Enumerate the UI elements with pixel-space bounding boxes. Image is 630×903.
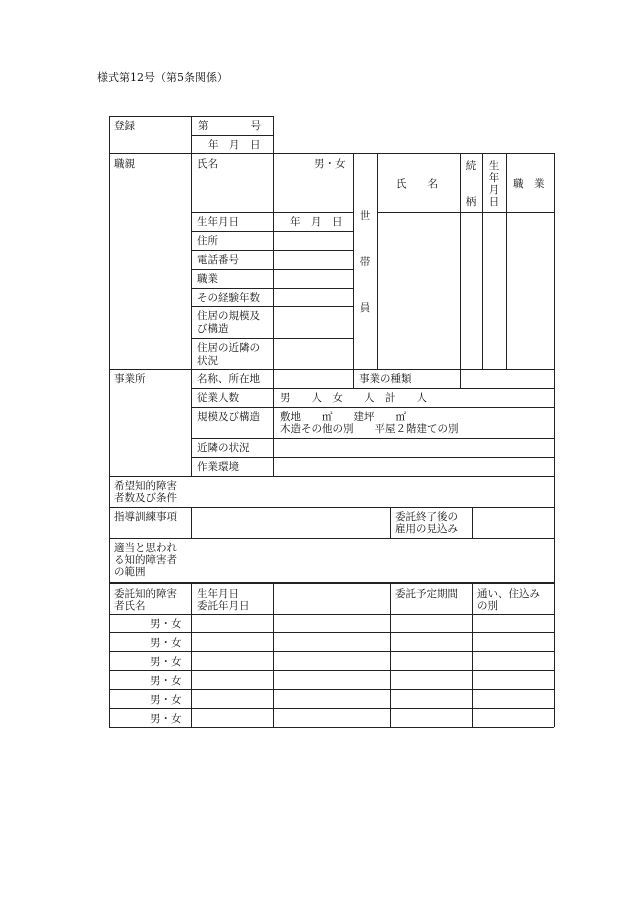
entrust-row-gender: 男・女 [150, 713, 182, 725]
entrust-birth-line1: 生年月日 [197, 588, 239, 600]
desired-line2: 者数及び条件 [114, 492, 177, 504]
parent-experience-label: その経験年数 [197, 292, 260, 304]
entrust-birth-line2: 委託年月日 [197, 600, 250, 612]
commute-line1: 通い、住込み [477, 588, 540, 600]
entrust-row-gender: 男・女 [150, 637, 182, 649]
parent-gender: 男・女 [314, 158, 346, 170]
parent-birth-value: 年 月 日 [290, 216, 343, 228]
household-label-3: 員 [359, 302, 371, 314]
household-label-1: 世 [359, 210, 371, 222]
parent-name-label: 氏名 [197, 158, 218, 170]
birth-header-4: 日 [488, 196, 500, 208]
household-label-2: 帯 [359, 256, 371, 268]
entrust-name-line2: 者氏名 [114, 600, 146, 612]
scale-line2: 木造その他の別 平屋２階建ての別 [280, 423, 459, 435]
relation-header-2: 柄 [465, 196, 477, 208]
suitable-line3: の範囲 [114, 566, 146, 578]
parent-neighborhood-line1: 住居の近隣の [197, 342, 260, 354]
parent-birth-label: 生年月日 [197, 216, 239, 228]
household-job-header: 職 業 [513, 178, 545, 190]
parent-neighborhood-line2: 状況 [197, 355, 218, 367]
desired-line1: 希望知的障害 [114, 480, 177, 492]
suitable-line1: 適当と思われ [114, 542, 177, 554]
office-name-location-label: 名称、所在地 [197, 373, 260, 385]
scale-line1: 敷地 ㎡ 建坪 ㎡ [280, 411, 406, 423]
parent-address-label: 住所 [197, 235, 218, 247]
scale-structure-label: 規模及び構造 [197, 411, 260, 423]
entrust-name-line1: 委託知的障害 [114, 588, 177, 600]
after-employment-line2: 雇用の見込み [395, 523, 458, 535]
training-label: 指導訓練事項 [114, 511, 177, 523]
employees-value: 男 人 女 人 計 人 [280, 392, 427, 404]
household-name-header: 氏 名 [396, 178, 438, 190]
birth-header-2: 年 [488, 172, 500, 184]
office-label: 事業所 [114, 373, 146, 385]
form-title: 様式第12号（第5条関係） [97, 71, 228, 84]
birth-header-3: 月 [488, 184, 500, 196]
commute-line2: の別 [477, 600, 498, 612]
registration-date: 年 月 日 [208, 139, 261, 151]
entrust-row-gender: 男・女 [150, 694, 182, 706]
employees-label: 従業人数 [197, 392, 239, 404]
birth-header-1: 生 [488, 160, 500, 172]
parent-phone-label: 電話番号 [197, 254, 239, 266]
relation-header-1: 続 [465, 160, 477, 172]
suitable-line2: る知的障害者 [114, 554, 177, 566]
after-employment-line1: 委託終了後の [395, 511, 458, 523]
entrust-row-gender: 男・女 [150, 618, 182, 630]
office-neighborhood-label: 近隣の状況 [197, 442, 250, 454]
business-type-label: 事業の種類 [359, 373, 412, 385]
work-environment-label: 作業環境 [197, 461, 239, 473]
entrust-period-label: 委託予定期間 [395, 588, 458, 600]
registration-number: 第 号 [198, 120, 261, 132]
entrust-row-gender: 男・女 [150, 656, 182, 668]
parent-job-label: 職業 [197, 273, 218, 285]
parent-label: 職親 [114, 158, 135, 170]
registration-label: 登録 [114, 120, 135, 132]
parent-residence-line2: び構造 [197, 323, 229, 335]
entrust-row-gender: 男・女 [150, 675, 182, 687]
parent-residence-line1: 住居の規模及 [197, 310, 260, 322]
